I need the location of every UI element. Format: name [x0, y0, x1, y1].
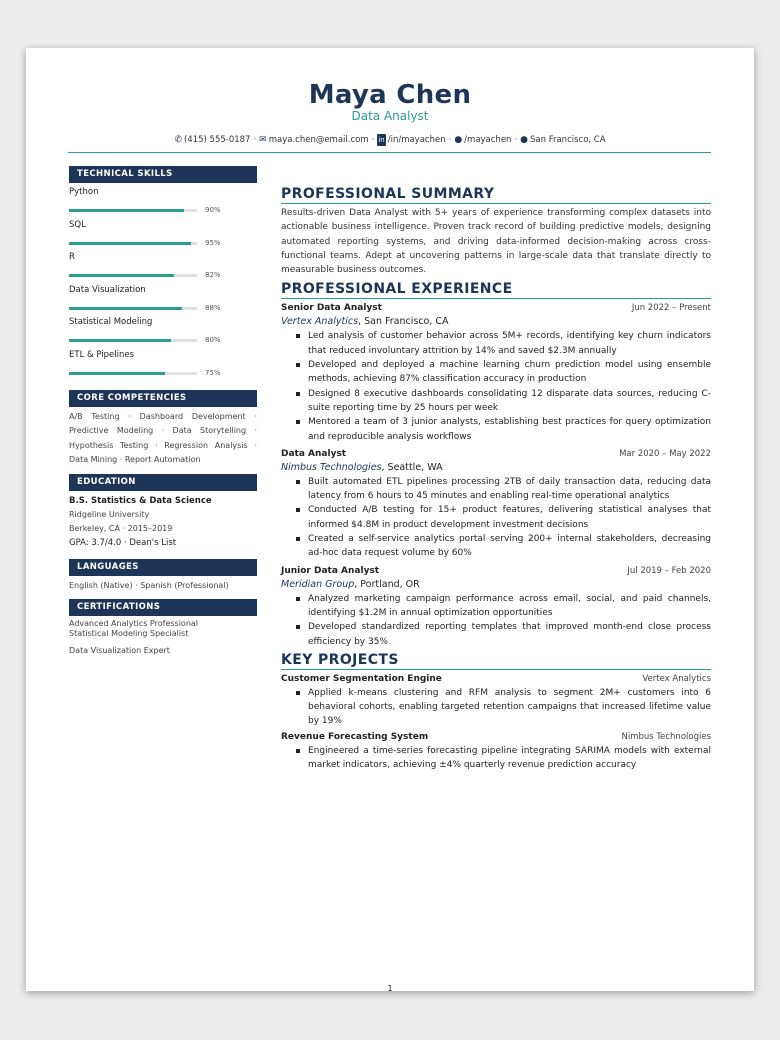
project-title: Customer Segmentation Engine	[281, 673, 442, 684]
skill-percent: 95%	[205, 238, 221, 247]
bullet-item: Mentored a team of 3 junior analysts, establishing best practices for query optimization and reproducible analysis workflows	[281, 415, 711, 444]
skill-bar-track	[69, 372, 197, 375]
bullet-item: Analyzed marketing campaign performance across email, social, and paid channels, identifying $1.2M in annual optimization opportunities	[281, 592, 711, 621]
project-header	[281, 672, 711, 686]
languages-text: English (Native) · Spanish (Professional)	[69, 580, 229, 590]
job-location: , Portland, OR	[354, 578, 420, 590]
project-org: Nimbus Technologies	[621, 731, 711, 742]
skill-row	[69, 219, 257, 252]
phone-icon: ✆	[174, 135, 182, 145]
skill-percent: 90%	[205, 206, 221, 214]
education-gpa: GPA: 3.7/4.0 · Dean's List	[69, 537, 177, 548]
location-pin-icon: ●	[520, 135, 529, 145]
job-header	[281, 301, 711, 315]
skills-heading: TECHNICAL SKILLS	[69, 166, 257, 183]
experience-list	[281, 301, 711, 648]
header-divider	[68, 152, 711, 153]
job-header	[281, 564, 711, 578]
job-bullets	[281, 475, 711, 561]
competencies-text: A/B Testing · Dashboard Development · Predictive Modeling · Data Storytelling · Hypothesis Testing · Regression Analysis · Data Mining · Report Automation	[69, 411, 257, 465]
candidate-name: Maya Chen	[308, 80, 472, 110]
project-bullets	[281, 686, 711, 729]
bullet-item: Led analysis of customer behavior across 5M+ records, identifying key churn indicators that reduced involuntary attrition by 14% and saved $2.3M annually	[281, 329, 711, 358]
project-entry	[281, 730, 711, 773]
skill-row	[69, 316, 257, 349]
skill-bar-track	[69, 242, 197, 245]
project-entry	[281, 672, 711, 729]
skill-bar-track	[69, 307, 197, 310]
skill-row	[69, 284, 257, 317]
bullet-item: Applied k-means clustering and RFM analysis to segment 2M+ customers into 6 behavioral cohorts, enabling targeted retention campaigns that increased lifetime value by 19%	[281, 686, 711, 729]
job-entry	[281, 564, 711, 649]
linkedin-icon: in	[378, 136, 385, 144]
job-company: Meridian Group	[281, 578, 355, 590]
skill-percent: 80%	[205, 336, 221, 345]
skill-bar-fill	[69, 339, 171, 342]
job-dates: Jul 2019 – Feb 2020	[627, 565, 711, 576]
job-location: , San Francisco, CA	[358, 316, 449, 328]
skill-name: Python	[69, 187, 99, 197]
job-location: , Seattle, WA	[381, 461, 443, 473]
job-title: Junior Data Analyst	[281, 565, 380, 576]
job-company-line	[281, 578, 711, 592]
job-entry	[281, 447, 711, 561]
skill-name: ETL & Pipelines	[69, 349, 135, 360]
skill-name: Statistical Modeling	[69, 317, 153, 328]
project-title: Revenue Forecasting System	[281, 731, 429, 742]
main-content	[281, 186, 711, 772]
job-dates: Jun 2022 – Present	[631, 303, 711, 314]
bullet-item: Conducted A/B testing for 15+ product features, delivering statistical analyses that informed $4.8M in product development investment decisions	[281, 503, 711, 532]
resume-page	[26, 48, 754, 991]
skill-bar-track	[69, 339, 197, 342]
contact-phone: (415) 555-0187	[183, 135, 251, 145]
project-org: Vertex Analytics	[642, 673, 711, 684]
project-header	[281, 730, 711, 744]
job-title: Data Analyst	[281, 448, 347, 459]
job-company-line	[281, 461, 711, 475]
bullet-item: Developed standardized reporting templates that improved month-end close process efficiency by 35%	[281, 620, 711, 649]
job-header	[281, 447, 711, 461]
job-bullets	[281, 592, 711, 649]
skill-percent: 88%	[205, 303, 221, 312]
education-heading: EDUCATION	[69, 474, 257, 491]
candidate-role: Data Analyst	[351, 109, 429, 123]
education-degree: B.S. Statistics & Data Science	[69, 495, 212, 506]
sidebar	[69, 166, 257, 656]
competencies-heading: CORE COMPETENCIES	[69, 390, 257, 407]
contact-line: ✆ (415) 555-0187 · ✉ maya.chen@email.com · in /in/mayachen · ● /mayachen · ● San Francisco, CA	[174, 135, 606, 145]
skill-percent: 75%	[205, 368, 221, 377]
skill-row	[69, 251, 257, 284]
skill-bar-fill	[69, 209, 184, 212]
skill-bar-track	[69, 209, 197, 212]
job-bullets	[281, 329, 711, 443]
languages-heading: LANGUAGES	[69, 559, 257, 576]
skill-bar-fill	[69, 242, 191, 245]
skill-name: SQL	[69, 219, 86, 230]
skill-row	[69, 186, 257, 219]
certification-item: Advanced Analytics Professional	[69, 619, 199, 629]
summary-text: Results-driven Data Analyst with 5+ years of experience transforming complex datasets into actionable business intelligence. Proven track record of building predictive models, designing automated reporting systems, and driving data-informed decision-making across cross-functional teams. Adept at uncovering patterns in large-scale data that translate directly to measurable business outcomes.	[281, 208, 711, 276]
skill-bar-fill	[69, 372, 165, 375]
job-dates: Mar 2020 – May 2022	[619, 448, 711, 459]
bullet-item: Designed 8 executive dashboards consolidating 12 disparate data sources, reducing C-suite reporting time by 25 hours per week	[281, 387, 711, 416]
job-entry	[281, 301, 711, 443]
skill-name: Data Visualization	[69, 284, 146, 295]
skill-bar-fill	[69, 274, 174, 277]
contact-github[interactable]: /mayachen	[464, 135, 512, 145]
job-company-line	[281, 315, 711, 329]
github-icon: ●	[454, 135, 463, 145]
email-icon: ✉	[259, 135, 267, 145]
projects-heading: KEY PROJECTS	[281, 652, 711, 670]
education-school: Ridgeline University	[69, 509, 150, 519]
job-company: Vertex Analytics	[281, 316, 359, 328]
bullet-item: Created a self-service analytics portal serving 200+ internal stakeholders, decreasing ad-hoc data request volume by 60%	[281, 532, 711, 561]
certification-item: Statistical Modeling Specialist	[69, 629, 189, 639]
skill-bar-fill	[69, 307, 182, 310]
projects-list	[281, 672, 711, 772]
certifications-heading: CERTIFICATIONS	[69, 599, 257, 616]
skill-row	[69, 349, 257, 382]
certification-item: Data Visualization Expert	[69, 646, 170, 656]
bullet-item: Engineered a time-series forecasting pipeline integrating SARIMA models with external market indicators, achieving ±4% quarterly revenue prediction accuracy	[281, 744, 711, 773]
project-bullets	[281, 744, 711, 773]
contact-email[interactable]: maya.chen@email.com	[268, 135, 369, 145]
skill-percent: 82%	[205, 271, 221, 280]
experience-heading: PROFESSIONAL EXPERIENCE	[281, 281, 711, 299]
education-location-years: Berkeley, CA · 2015–2019	[69, 523, 173, 533]
skills-list	[69, 186, 257, 382]
skill-bar-track	[69, 274, 197, 277]
page-number: 1	[387, 984, 393, 993]
bullet-item: Built automated ETL pipelines processing 2TB of daily transaction data, reducing data latency from 6 hours to 45 minutes and enabling real-time operational analytics	[281, 475, 711, 504]
certifications-list	[69, 619, 257, 656]
job-company: Nimbus Technologies	[281, 461, 382, 473]
summary-heading: PROFESSIONAL SUMMARY	[281, 186, 711, 204]
job-title: Senior Data Analyst	[281, 303, 382, 314]
contact-location: San Francisco, CA	[530, 135, 606, 145]
bullet-item: Developed and deployed a machine learning churn prediction model using ensemble methods, achieving 87% classification accuracy in production	[281, 358, 711, 387]
skill-name: R	[69, 252, 75, 263]
contact-linkedin[interactable]: /in/mayachen	[387, 135, 446, 145]
